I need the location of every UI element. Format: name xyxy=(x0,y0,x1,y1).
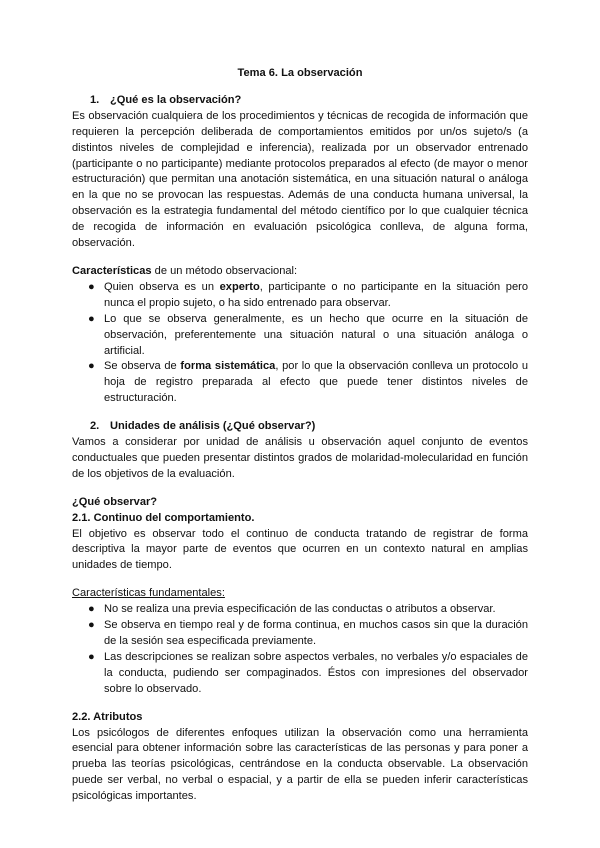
fundamentales-label: Características fundamentales: xyxy=(72,587,225,600)
bullet-icon: ● xyxy=(88,360,95,373)
list-item: ● No se realiza una previa especificación de las conductas o atributos a observar. xyxy=(72,602,528,618)
section-2-title: Unidades de análisis (¿Qué observar?) xyxy=(110,420,316,433)
section-2-heading xyxy=(72,419,528,435)
page-title: Tema 6. La observación xyxy=(237,67,363,79)
section-1-number: 1. xyxy=(90,93,100,106)
list-item: ● Quien observa es un experto, participante o no participante en la situación pero nunca el propio sujeto, o ha sido entrenado para observar. xyxy=(88,280,528,309)
list-item: ● Lo que se observa generalmente, es un hecho que ocurre en la situación de observación, preferentemente una situación natural o una situación análoga o artificial. xyxy=(88,312,528,357)
section-2-number: 2. xyxy=(90,420,100,433)
fundamentales-list xyxy=(72,602,528,697)
section-1-title: ¿Qué es la observación? xyxy=(110,93,242,106)
section-2-paragraph: Vamos a considerar por unidad de análisis u observación aquel conjunto de eventos conductuales que pueden presentar distintos grados de molaridad-molecularidad en función de los objetivos de la evaluación. xyxy=(72,436,528,480)
caracteristicas-intro xyxy=(72,264,528,280)
caracteristicas-bold: Características xyxy=(72,264,152,277)
caracteristicas-list xyxy=(72,280,528,407)
subsection-2-1-heading: 2.1. Continuo del comportamiento. xyxy=(72,511,255,524)
bullet-icon: ● xyxy=(88,603,95,616)
list-item: ● Se observa de forma sistemática, por lo que la observación conlleva un protocolo u hoja de registro preparada al efecto que puede tener distintos niveles de estructuración. xyxy=(88,360,528,405)
bullet-icon: ● xyxy=(88,280,95,293)
section-1-paragraph: Es observación cualquiera de los procedimientos y técnicas de recogida de información que requieren la percepción deliberada de comportamientos emitidos por un/os sujeto/s (a distintos niveles de complejidad e inferencia), realizada por un observador entrenado (participante o no participante) mediante protocolos preparados al efecto (de mayor o menor estructuración) que permitan una anotación sistemática, en una situación natural o análoga en la que no se provocan las respuestas. Además de una conducta humana universal, la observación es la estrategia fundamental del método científico por lo que cualquier técnica de recogida de información en evaluación psicológica conlleva, de alguna forma, observación. xyxy=(72,109,528,250)
que-observar-heading: ¿Qué observar? xyxy=(72,495,158,508)
bullet-icon: ● xyxy=(88,650,95,663)
subsection-2-1-paragraph: El objetivo es observar todo el continuo de conducta tratando de registrar de forma descriptiva la mayor parte de eventos que ocurren en un contexto natural en amplias unidades de tiempo. xyxy=(72,527,528,572)
list-item: ● Se observa en tiempo real y de forma continua, en muchos casos sin que la duración de la sesión sea especificada previamente. xyxy=(88,619,528,647)
bullet-icon: ● xyxy=(88,312,95,325)
subsection-2-2-heading: 2.2. Atributos xyxy=(72,710,143,723)
subsection-2-2-paragraph: Los psicólogos de diferentes enfoques utilizan la observación como una herramienta esencial para obtener información sobre las características de las personas y para poner a prueba las teorías psicológicas, centrándose en la conducta observable. La observación puede ser verbal, no verbal o espacial, y a partir de ella se pueden inferir características psicológicas importantes. xyxy=(72,726,528,803)
caracteristicas-rest: de un método observacional: xyxy=(151,264,298,277)
list-item: ● Las descripciones se realizan sobre aspectos verbales, no verbales y/o espaciales de la conducta, pudiendo ser compaginados. Éstos con impresiones del observador sobre lo observado. xyxy=(88,650,528,695)
bullet-icon: ● xyxy=(88,619,95,632)
section-1-heading xyxy=(72,93,528,109)
